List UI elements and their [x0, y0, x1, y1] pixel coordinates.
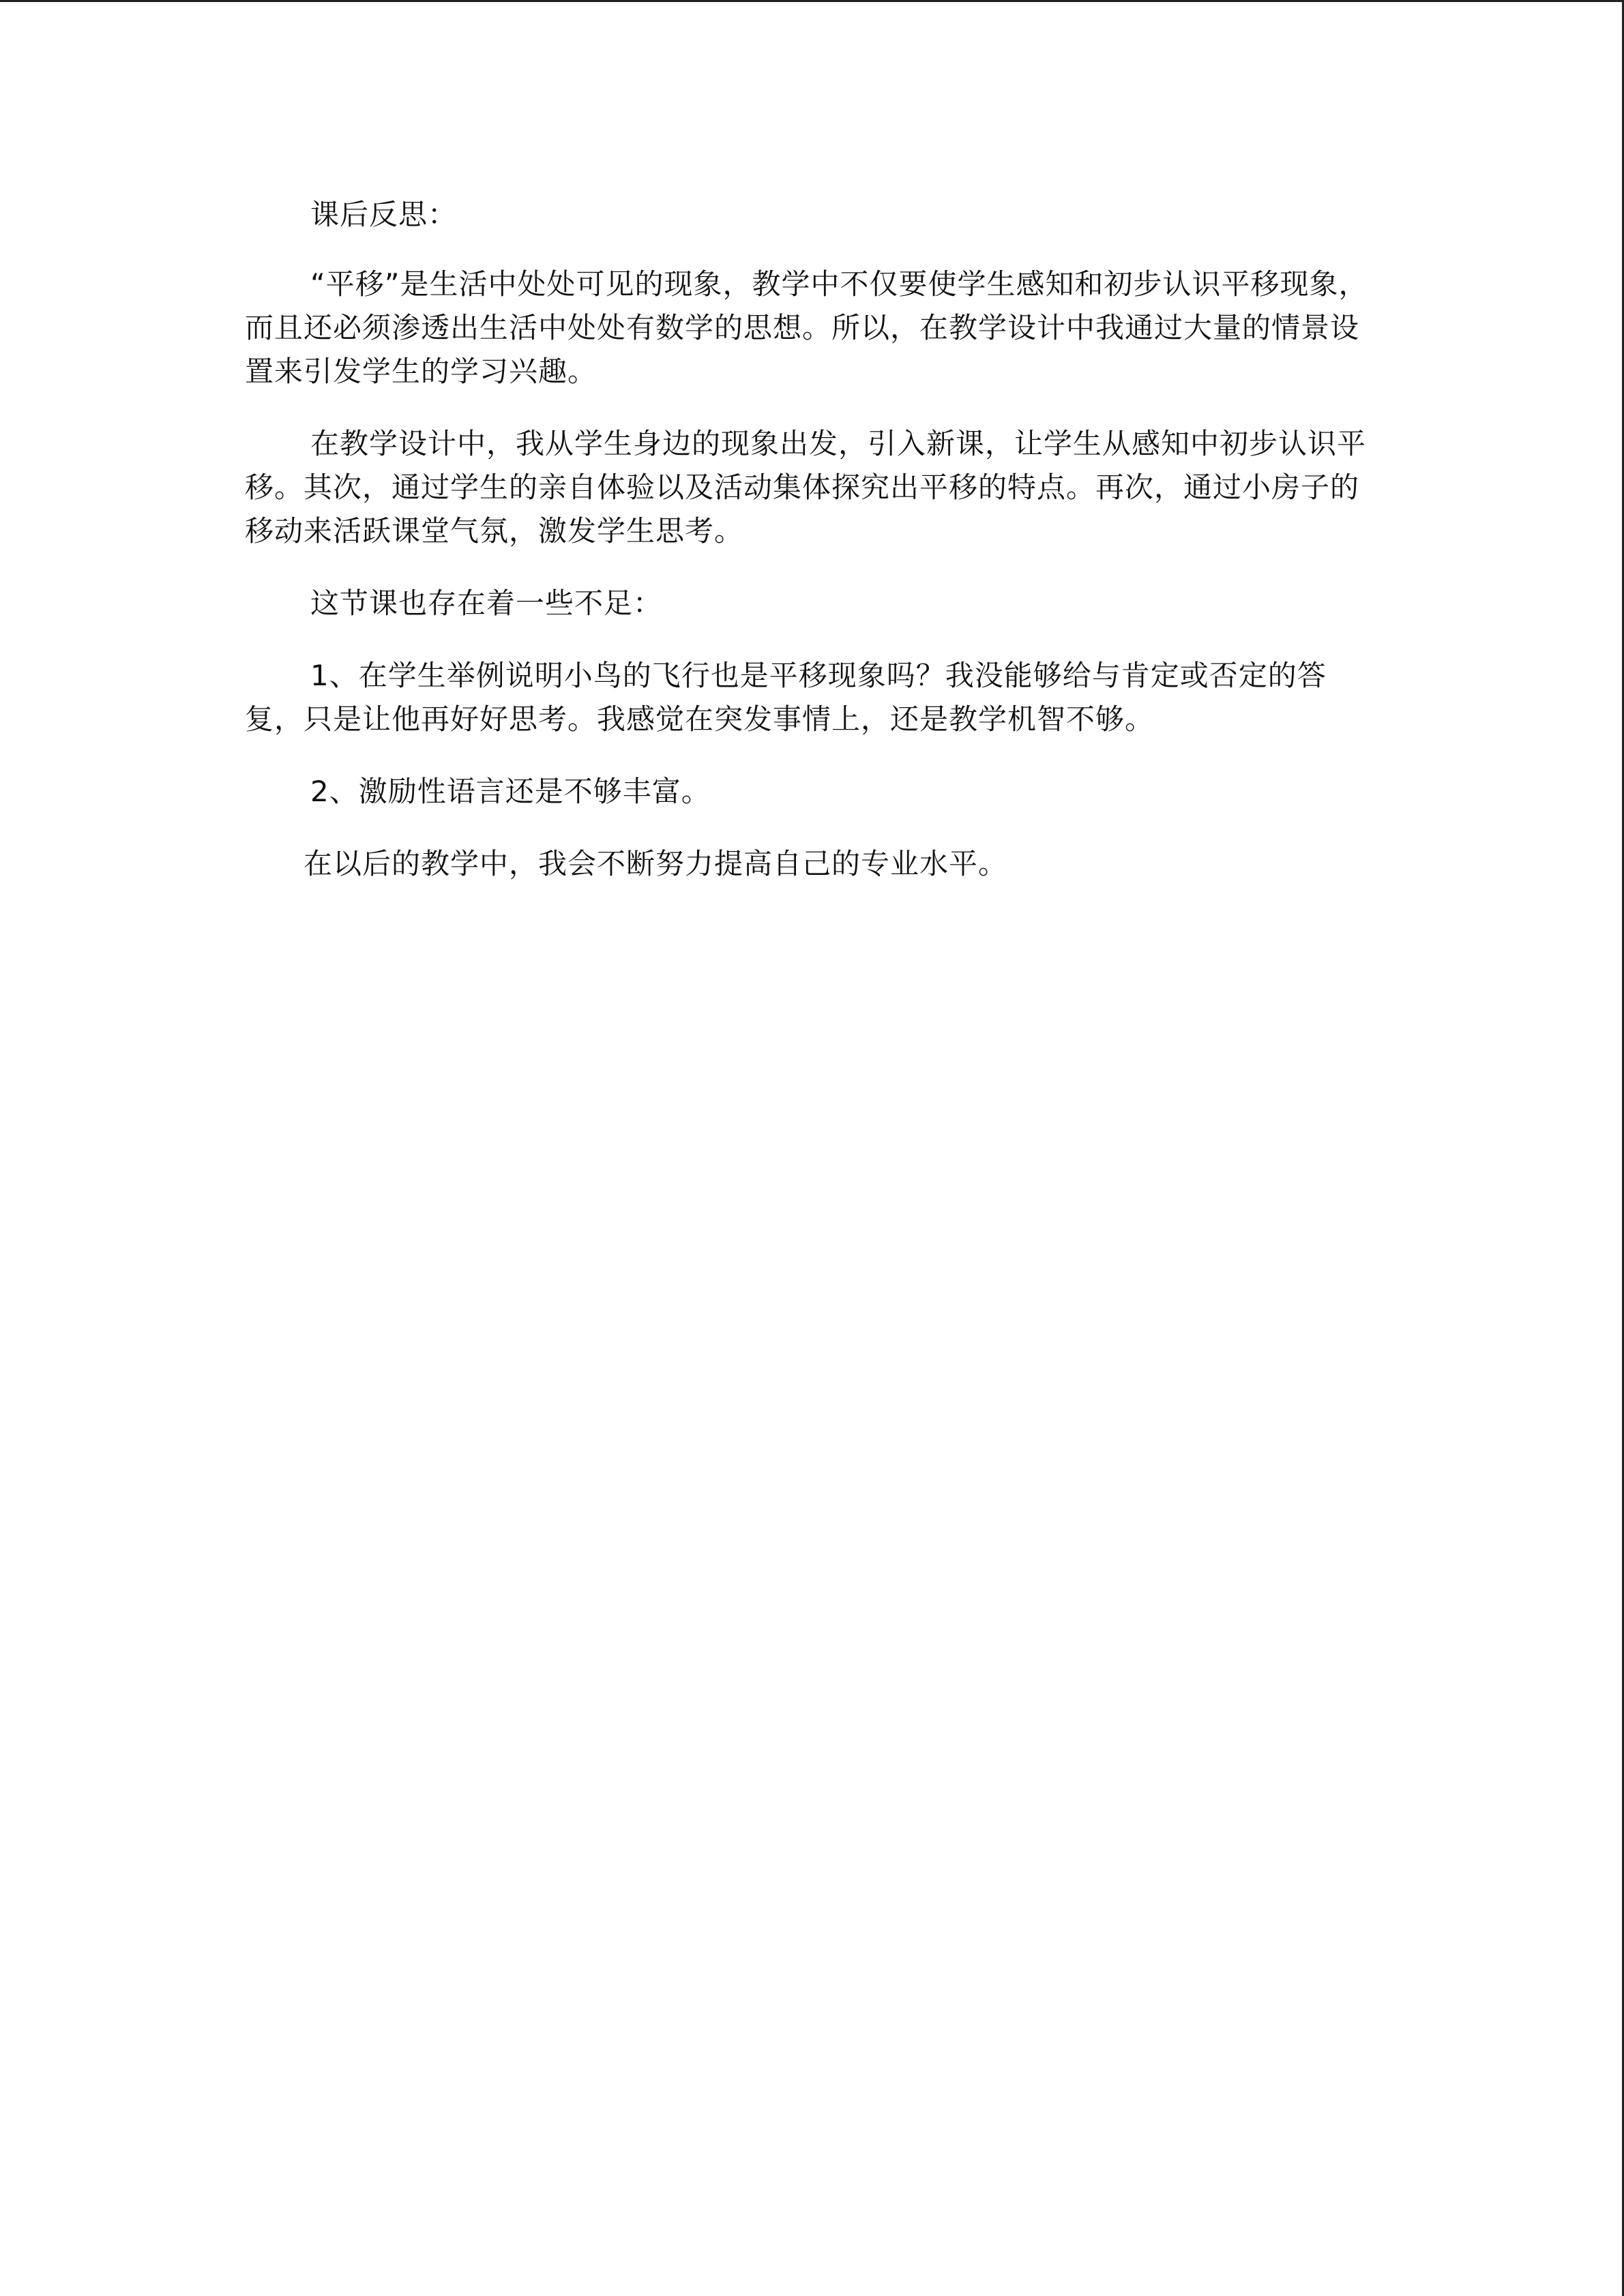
paragraph-teaching-design: 在教学设计中，我从学生身边的现象出发，引入新课，让学生从感知中初步认识平移。其次，通过学生的亲自体验以及活动集体探究出平移的特点。再次，通过小房子的移动来活跃课堂气氛，激发学生思考。: [245, 427, 1367, 548]
reflection-heading: 课后反思：: [310, 198, 458, 231]
paragraph-shortcoming-1: 1、在学生举例说明小鸟的飞行也是平移现象吗？我没能够给与肯定或否定的答复，只是让他再好好思考。我感觉在突发事情上，还是教学机智不够。: [245, 659, 1327, 736]
paragraph-conclusion: 在以后的教学中，我会不断努力提高自己的专业水平。: [304, 847, 1008, 880]
paragraph-shortcoming-2: 2、激励性语言还是不够丰富。: [310, 775, 711, 808]
paragraph-shortcomings-intro: 这节课也存在着一些不足：: [310, 586, 663, 620]
document-body: [245, 193, 1377, 914]
paragraph-translation-concept: “平移”是生活中处处可见的现象，教学中不仅要使学生感知和初步认识平移现象，而且还必须渗透出生活中处处有数学的思想。所以，在教学设计中我通过大量的情景设置来引发学生的学习兴趣。: [245, 267, 1368, 388]
